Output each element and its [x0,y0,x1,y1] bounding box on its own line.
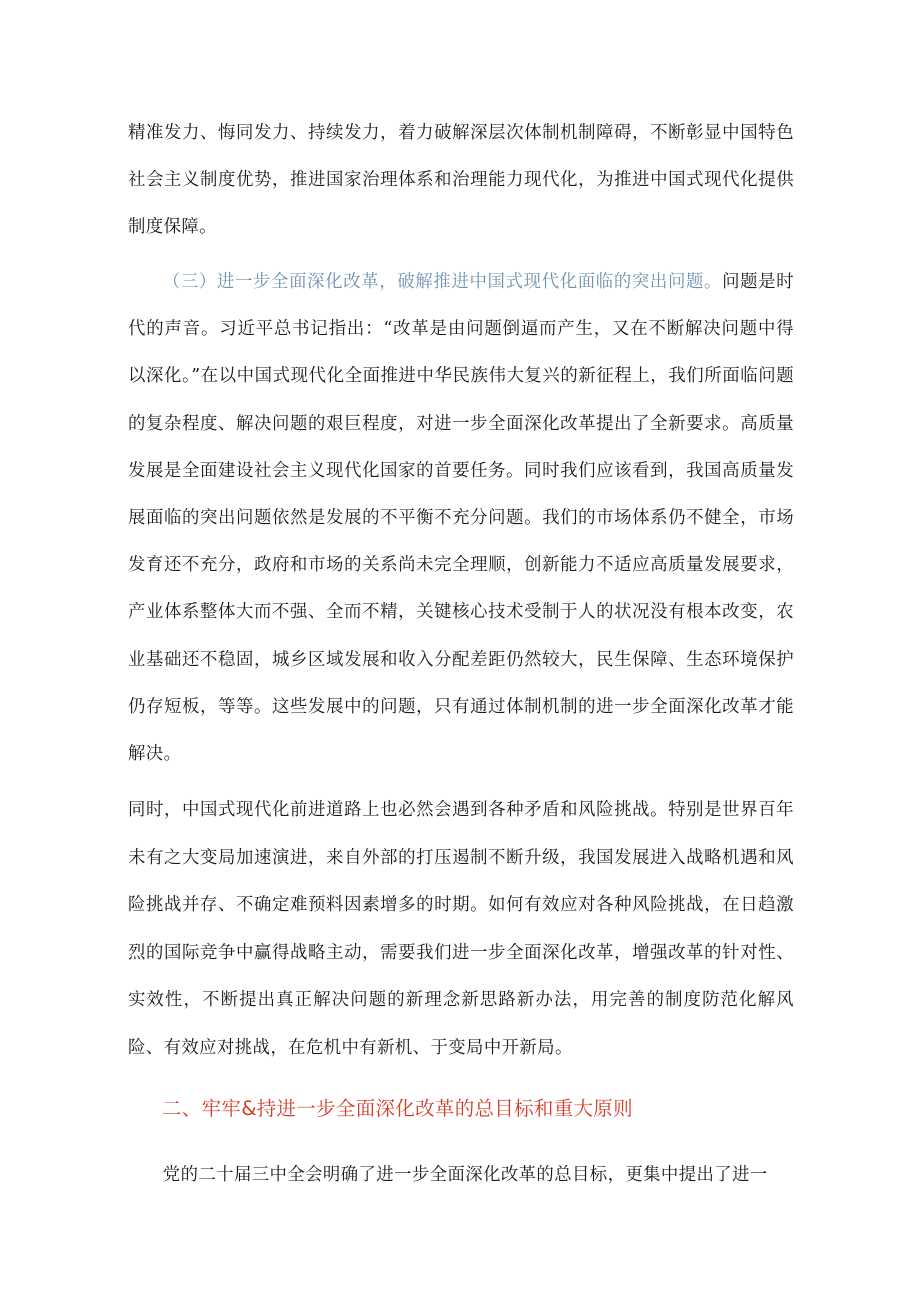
subsection-heading: （三）进一步全面深化改革，破解推进中国式现代化面临的突出问题。 [162,272,723,292]
paragraph-2-body: 问题是时代的声音。习近平总书记指出：“改革是由问题倒逼而产生，又在不断解决问题中得以深化。”在以中国式现代化全面推进中华民族伟大复兴的新征程上，我们所面临问题的复杂程度、解决问题的艰巨程度，对进一步全面深化改革提出了全新要求。高质量发展是全面建设社会主义现代化国家的首要任务。同时我们应该看到，我国高质量发展面临的突出问题依然是发展的不平衡不充分问题。我们的市场体系仍不健全，市场发育还不充分，政府和市场的关系尚未完全理顺，创新能力不适应高质量发展要求，产业体系整体大而不强、全而不精，关键核心技术受制于人的状况没有根本改变，农业基础还不稳固，城乡区域发展和收入分配差距仍然较大，民生保障、生态环境保护仍存短板，等等。这些发展中的问题，只有通过体制机制的进一步全面深化改革才能解决。 [128,272,794,765]
paragraph-1: 精准发力、悔同发力、持续发力，着力破解深层次体制机制障碍，不断彰显中国特色社会主义制度优势，推进国家治理体系和治理能力现代化，为推进中国式现代化提供制度保障。 [128,123,794,238]
paragraph-2 [128,259,794,778]
section-heading: 二、牢牢&持进一步全面深化改革的总目标和重大原则 [162,1097,633,1120]
paragraph-4: 党的二十届三中全会明确了进一步全面深化改革的总目标，更集中提出了进一 [162,1165,768,1185]
paragraph-3: 同时，中国式现代化前进道路上也必然会遇到各种矛盾和风险挑战。特别是世界百年未有之大变局加速演进，来自外部的打压遏制不断升级，我国发展进入战略机遇和风险挑战并存、不确定难预料因素增多的时期。如何有效应对各种风险挑战，在日趋激烈的国际竞争中赢得战略主动，需要我们进一步全面深化改革，增强改革的针对性、实效性，不断提出真正解决问题的新理念新思路新办法，用完善的制度防范化解风险、有效应对挑战，在危机中有新机、于变局中开新局。 [128,800,794,1058]
